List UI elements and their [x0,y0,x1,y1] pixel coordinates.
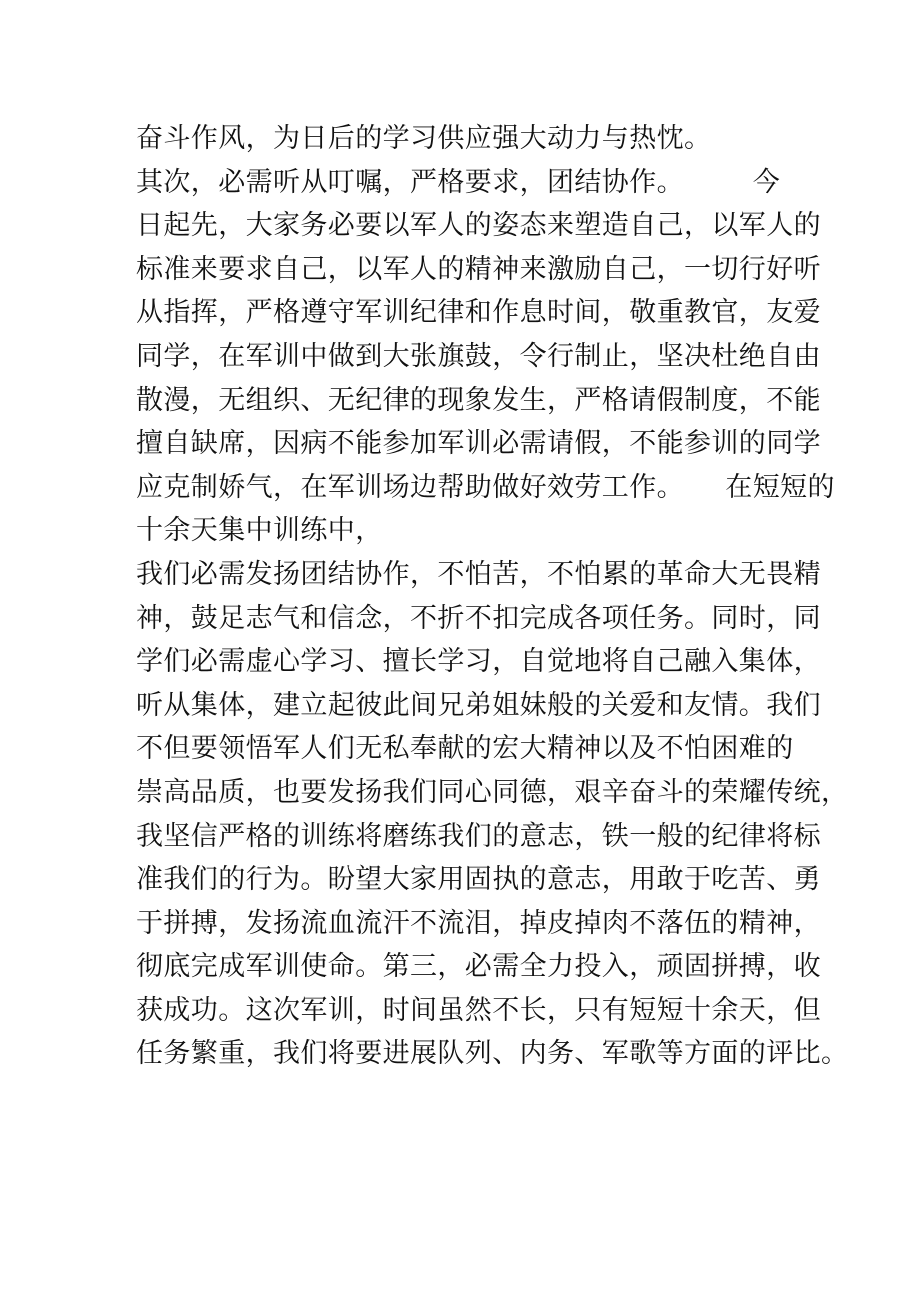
text-line: 其次，必需听从叮嘱，严格要求，团结协作。 今 [136,166,781,198]
text-line: 不但要领悟军人们无私奉献的宏大精神以及不怕困难的 [136,733,794,765]
text-line: 我们必需发扬团结协作，不怕苦，不怕累的革命大无畏精 [136,558,821,590]
text-line: 奋斗作风，为日后的学习供应强大动力与热忱。 [136,123,712,154]
text-line: 获成功。这次军训，时间虽然不长，只有短短十余天，但 [136,994,821,1026]
text-line: 神，鼓足志气和信念，不折不扣完成各项任务。同时，同 [136,602,821,634]
text-line: 十余天集中训练中， [136,515,383,547]
text-line: 准我们的行为。盼望大家用固执的意志，用敢于吃苦、勇 [136,864,821,896]
text-line: 擅自缺席，因病不能参加军训必需请假，不能参训的同学 [136,428,821,460]
text-line: 任务繁重，我们将要进展队列、内务、军歌等方面的评比。 [136,1038,849,1070]
document-text [136,117,849,1076]
text-line: 日起先，大家务必要以军人的姿态来塑造自己，以军人的 [136,210,821,242]
text-line: 学们必需虚心学习、擅长学习，自觉地将自己融入集体， [136,646,821,678]
text-line: 我坚信严格的训练将磨练我们的意志，铁一般的纪律将标 [136,820,821,852]
text-line: 于拼搏，发扬流血流汗不流泪，掉皮掉肉不落伍的精神， [136,907,821,939]
text-line: 听从集体，建立起彼此间兄弟姐妹般的关爱和友情。我们 [136,689,821,721]
text-line: 散漫，无组织、无纪律的现象发生，严格请假制度，不能 [136,384,821,416]
text-line: 彻底完成军训使命。第三，必需全力投入，顽固拼搏，收 [136,951,821,983]
text-line: 从指挥，严格遵守军训纪律和作息时间，敬重教官，友爱 [136,297,821,329]
text-line: 应克制娇气，在军训场边帮助做好效劳工作。 在短短的 [136,471,835,503]
text-line: 崇高品质，也要发扬我们同心同德，艰辛奋斗的荣耀传统， [136,776,849,808]
text-line: 同学，在军训中做到大张旗鼓，令行制止，坚决杜绝自由 [136,340,821,372]
text-line: 标准来要求自己，以军人的精神来激励自己，一切行好听 [136,253,821,285]
